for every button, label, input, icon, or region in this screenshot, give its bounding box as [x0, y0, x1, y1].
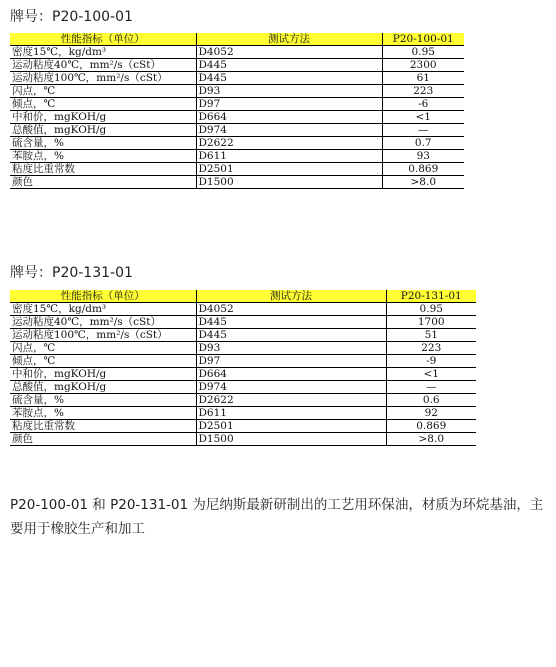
table-row	[10, 72, 464, 85]
cell-property: 运动粘度40℃，mm²/s（cSt）	[10, 59, 196, 72]
cell-method: D4052	[196, 46, 382, 59]
table-row	[10, 420, 476, 433]
description-paragraph: P20-100-01 和 P20-131-01 为尼纳斯最新研制出的工艺用环保油，材质为环烷基油，主要用于橡胶生产和加工	[10, 497, 544, 537]
cell-property: 苯胺点，%	[10, 407, 196, 420]
cell-value: >8.0	[386, 433, 476, 446]
table-row	[10, 329, 476, 342]
cell-property: 总酸值，mgKOH/g	[10, 124, 196, 137]
cell-value: 0.95	[386, 303, 476, 316]
cell-value: 0.6	[386, 394, 476, 407]
table-header-row	[10, 33, 464, 46]
grade-label-1: 牌号：P20-100-01	[10, 9, 133, 25]
table-row	[10, 137, 464, 150]
cell-value: 61	[382, 72, 464, 85]
table-row	[10, 316, 476, 329]
cell-method: D97	[196, 98, 382, 111]
header-method: 测试方法	[196, 290, 386, 303]
cell-method: D4052	[196, 303, 386, 316]
cell-value: 51	[386, 329, 476, 342]
cell-property: 闪点，℃	[10, 342, 196, 355]
cell-property: 倾点，℃	[10, 355, 196, 368]
cell-property: 颜色	[10, 176, 196, 189]
cell-value: <1	[386, 368, 476, 381]
cell-property: 中和价，mgKOH/g	[10, 368, 196, 381]
table-row	[10, 381, 476, 394]
cell-method: D611	[196, 150, 382, 163]
cell-property: 闪点，℃	[10, 85, 196, 98]
cell-value: <1	[382, 111, 464, 124]
cell-method: D445	[196, 59, 382, 72]
table-row	[10, 111, 464, 124]
cell-value: 92	[386, 407, 476, 420]
table-row	[10, 433, 476, 446]
cell-method: D2501	[196, 163, 382, 176]
cell-value: 223	[382, 85, 464, 98]
table-header-row	[10, 290, 476, 303]
cell-method: D2501	[196, 420, 386, 433]
header-method: 测试方法	[196, 33, 382, 46]
cell-property: 硫含量，%	[10, 394, 196, 407]
cell-method: D445	[196, 329, 386, 342]
cell-value: —	[382, 124, 464, 137]
cell-value: 223	[386, 342, 476, 355]
cell-value: >8.0	[382, 176, 464, 189]
table-row	[10, 163, 464, 176]
cell-property: 中和价，mgKOH/g	[10, 111, 196, 124]
cell-property: 运动粘度40℃，mm²/s（cSt）	[10, 316, 196, 329]
cell-value: —	[386, 381, 476, 394]
cell-value: 0.869	[386, 420, 476, 433]
table-row	[10, 303, 476, 316]
cell-method: D93	[196, 342, 386, 355]
grade-label-2: 牌号：P20-131-01	[10, 265, 133, 281]
cell-property: 密度15℃，kg/dm³	[10, 303, 196, 316]
spec-table-1	[10, 33, 464, 189]
cell-value: 1700	[386, 316, 476, 329]
cell-value: -9	[386, 355, 476, 368]
cell-method: D664	[196, 111, 382, 124]
cell-property: 硫含量，%	[10, 137, 196, 150]
table-row	[10, 394, 476, 407]
table-row	[10, 407, 476, 420]
cell-property: 颜色	[10, 433, 196, 446]
table-row	[10, 85, 464, 98]
cell-method: D2622	[196, 394, 386, 407]
cell-property: 运动粘度100℃，mm²/s（cSt）	[10, 72, 196, 85]
table-row	[10, 368, 476, 381]
header-grade: P20-100-01	[382, 33, 464, 46]
cell-method: D1500	[196, 433, 386, 446]
table-row	[10, 176, 464, 189]
cell-method: D93	[196, 85, 382, 98]
cell-value: 0.7	[382, 137, 464, 150]
cell-property: 运动粘度100℃，mm²/s（cSt）	[10, 329, 196, 342]
cell-method: D2622	[196, 137, 382, 150]
cell-property: 密度15℃，kg/dm³	[10, 46, 196, 59]
spec-table-2	[10, 290, 476, 446]
cell-value: 93	[382, 150, 464, 163]
cell-property: 倾点，℃	[10, 98, 196, 111]
table-row	[10, 150, 464, 163]
table-row	[10, 124, 464, 137]
table-row	[10, 98, 464, 111]
cell-method: D664	[196, 368, 386, 381]
cell-value: 2300	[382, 59, 464, 72]
table-row	[10, 342, 476, 355]
table-row	[10, 355, 476, 368]
cell-method: D97	[196, 355, 386, 368]
cell-property: 粘度比重常数	[10, 163, 196, 176]
cell-method: D445	[196, 316, 386, 329]
cell-value: 0.95	[382, 46, 464, 59]
header-property: 性能指标（单位）	[10, 290, 196, 303]
cell-method: D974	[196, 124, 382, 137]
cell-method: D1500	[196, 176, 382, 189]
cell-property: 总酸值，mgKOH/g	[10, 381, 196, 394]
cell-method: D611	[196, 407, 386, 420]
header-property: 性能指标（单位）	[10, 33, 196, 46]
cell-value: -6	[382, 98, 464, 111]
cell-method: D974	[196, 381, 386, 394]
cell-method: D445	[196, 72, 382, 85]
cell-value: 0.869	[382, 163, 464, 176]
cell-property: 苯胺点，%	[10, 150, 196, 163]
cell-property: 粘度比重常数	[10, 420, 196, 433]
header-grade: P20-131-01	[386, 290, 476, 303]
table-row	[10, 46, 464, 59]
table-row	[10, 59, 464, 72]
